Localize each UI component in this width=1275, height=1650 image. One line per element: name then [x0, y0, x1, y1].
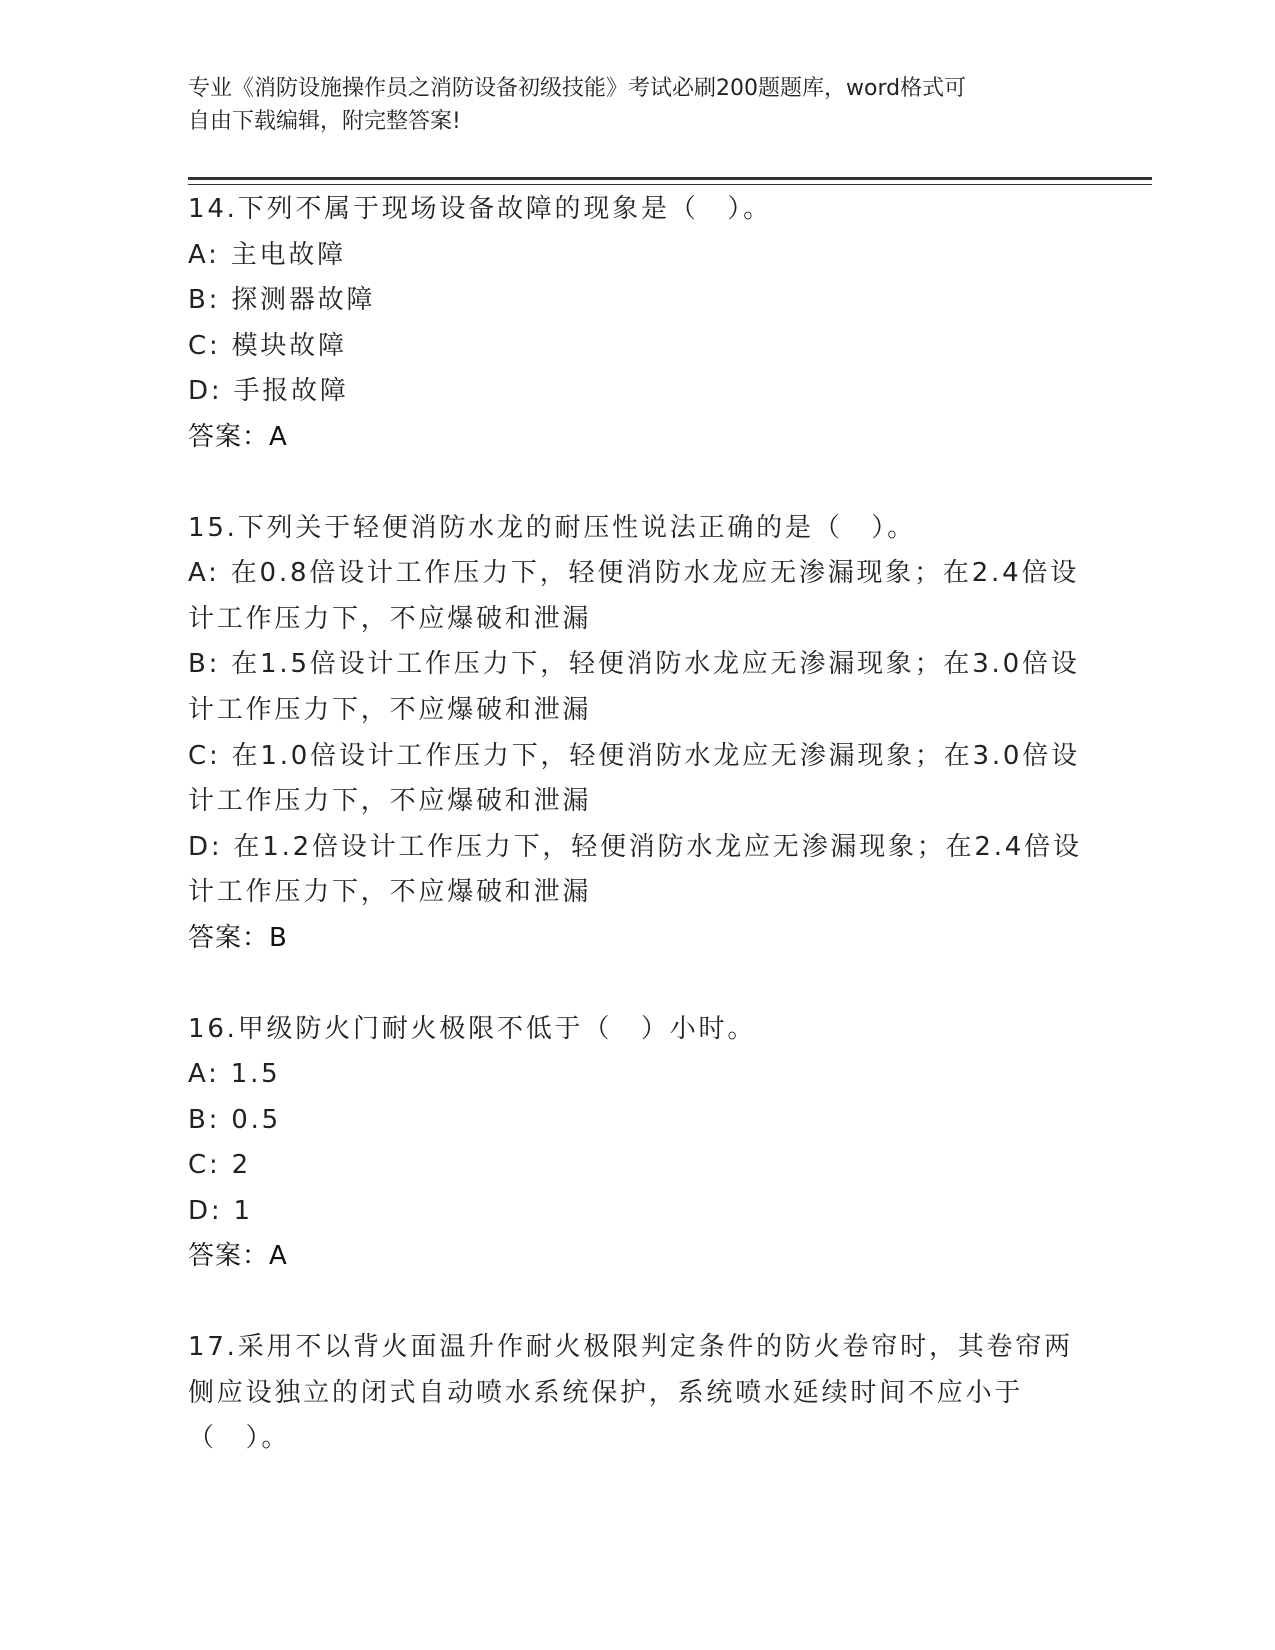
- answer-label: 答案：B: [188, 922, 288, 953]
- question-stem: 17.采用不以背火面温升作耐火极限判定条件的防火卷帘时，其卷帘两侧应设独立的闭式自动喷水系统保护，系统喷水延续时间不应小于（ ）。: [188, 1332, 1073, 1454]
- question-14: [188, 187, 1088, 461]
- question-stem: 14.下列不属于现场设备故障的现象是（ ）。: [188, 194, 772, 224]
- option-b: B: 0.5: [188, 1104, 282, 1135]
- option-a: A: 在0.8倍设计工作压力下，轻便消防水龙应无渗漏现象；在2.4倍设计工作压力下，不应爆破和泄漏: [188, 558, 1080, 634]
- header-divider-thick: [188, 177, 1152, 180]
- question-stem: 15.下列关于轻便消防水龙的耐压性说法正确的是（ ）。: [188, 512, 916, 543]
- question-15: [188, 506, 1088, 962]
- question-stem: 16.甲级防火门耐火极限不低于（ ）小时。: [188, 1013, 757, 1044]
- question-17: [188, 1325, 1088, 1462]
- option-b: B: 探测器故障: [188, 285, 376, 316]
- header-divider-thin: [188, 184, 1152, 185]
- header-line-2: 自由下载编辑，附完整答案!: [188, 109, 461, 134]
- header-line-1: 专业《消防设施操作员之消防设备初级技能》考试必刷200题题库，word格式可: [188, 76, 967, 101]
- option-c: C: 2: [188, 1150, 251, 1181]
- option-d: D: 1: [188, 1195, 253, 1226]
- option-a: A: 主电故障: [188, 239, 346, 270]
- option-c: C: 模块故障: [188, 330, 347, 361]
- option-b: B: 在1.5倍设计工作压力下，轻便消防水龙应无渗漏现象；在3.0倍设计工作压力下，不应爆破和泄漏: [188, 649, 1080, 725]
- answer-label: 答案：A: [188, 1241, 288, 1272]
- document-header: [188, 72, 1088, 138]
- option-c: C: 在1.0倍设计工作压力下，轻便消防水龙应无渗漏现象；在3.0倍设计工作压力下，不应爆破和泄漏: [188, 740, 1080, 817]
- question-list: [188, 187, 1088, 1507]
- option-a: A: 1.5: [188, 1059, 281, 1090]
- option-d: D: 在1.2倍设计工作压力下，轻便消防水龙应无渗漏现象；在2.4倍设计工作压力下，不应爆破和泄漏: [188, 831, 1082, 908]
- option-d: D: 手报故障: [188, 376, 349, 407]
- question-16: [188, 1007, 1088, 1281]
- answer-label: 答案：A: [188, 421, 288, 452]
